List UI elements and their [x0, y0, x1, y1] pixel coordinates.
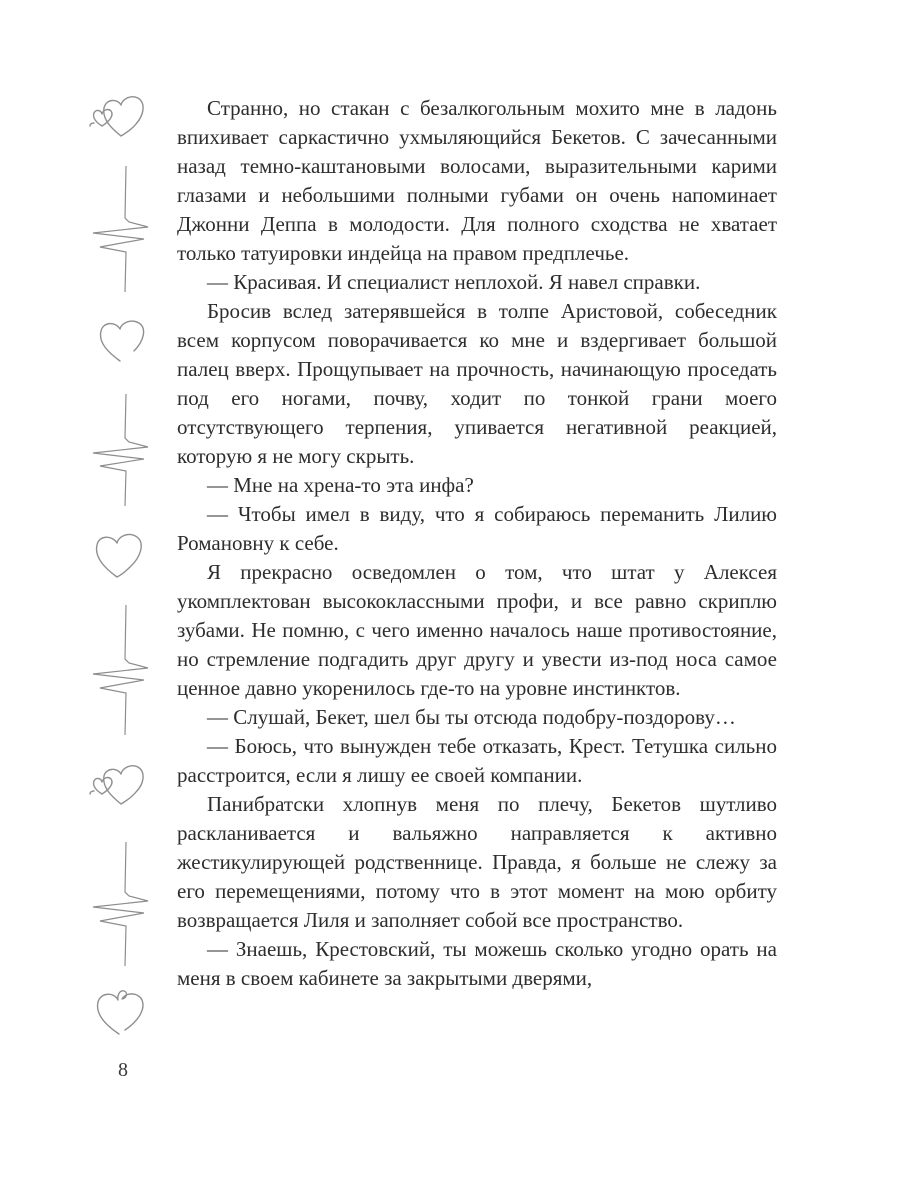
double-heart-doodle-icon: [88, 760, 150, 808]
double-heart-doodle-icon: [88, 90, 150, 140]
heart-doodle-icon: [94, 315, 148, 365]
page-text: [177, 94, 777, 993]
paragraph-dialogue: — Красивая. И специалист неплохой. Я навел справки.: [207, 270, 701, 294]
paragraph: Панибратски хлопнув меня по плечу, Бекетов шутливо раскланивается и вальяжно направляется к активно жестикулирующей родственнице. Правда, я больше не слежу за его перемещениями, потому что в этот момент на мою орбиту возвращается Лиля и заполняет собой все пространство.: [177, 792, 777, 932]
paragraph-dialogue: — Мне на хрена-то эта инфа?: [207, 473, 474, 497]
paragraph-dialogue: — Знаешь, Крестовский, ты можешь сколько угодно орать на меня в своем кабинете за закрытыми дверями,: [177, 937, 777, 990]
paragraph: Странно, но стакан с безалкогольным мохито мне в ладонь впихивает саркастично ухмыляющийся Бекетов. С зачесанными назад темно-каштановыми волосами, выразительными карими глазами и небольшими полными губами он очень напоминает Джонни Деппа в молодости. Для полного сходства не хватает только татуировки индейца на правом предплечье.: [177, 96, 777, 265]
paragraph-dialogue: — Боюсь, что вынужден тебе отказать, Крест. Тетушка сильно расстроится, если я лишу ее своей компании.: [177, 734, 777, 787]
heart-doodle-icon: [90, 527, 146, 581]
paragraph: Бросив вслед затерявшейся в толпе Аристовой, собеседник всем корпусом поворачивается ко мне и вздергивает большой палец вверх. Прощупывает на прочность, начинающую проседать под его ногами, почву, ходит по тонкой грани моего отсутствующего терпения, упивается негативной реакцией, которую я не могу скрыть.: [177, 299, 777, 468]
heartbeat-line-icon: [92, 394, 154, 506]
heartbeat-line-icon: [92, 842, 154, 966]
heart-doodle-icon: [91, 984, 149, 1038]
paragraph-dialogue: — Чтобы имел в виду, что я собираюсь переманить Лилию Романовну к себе.: [177, 502, 777, 555]
page-number: 8: [118, 1059, 128, 1081]
heartbeat-line-icon: [92, 605, 154, 735]
paragraph-dialogue: — Слушай, Бекет, шел бы ты отсюда подобру-поздорову…: [207, 705, 736, 729]
heartbeat-line-icon: [92, 166, 154, 292]
paragraph: Я прекрасно осведомлен о том, что штат у Алексея укомплектован высококлассными профи, и все равно скриплю зубами. Не помню, с чего именно началось наше противостояние, но стремление подгадить друг другу и увести из-под носа самое ценное давно укоренилось где-то на уровне инстинктов.: [177, 560, 777, 700]
